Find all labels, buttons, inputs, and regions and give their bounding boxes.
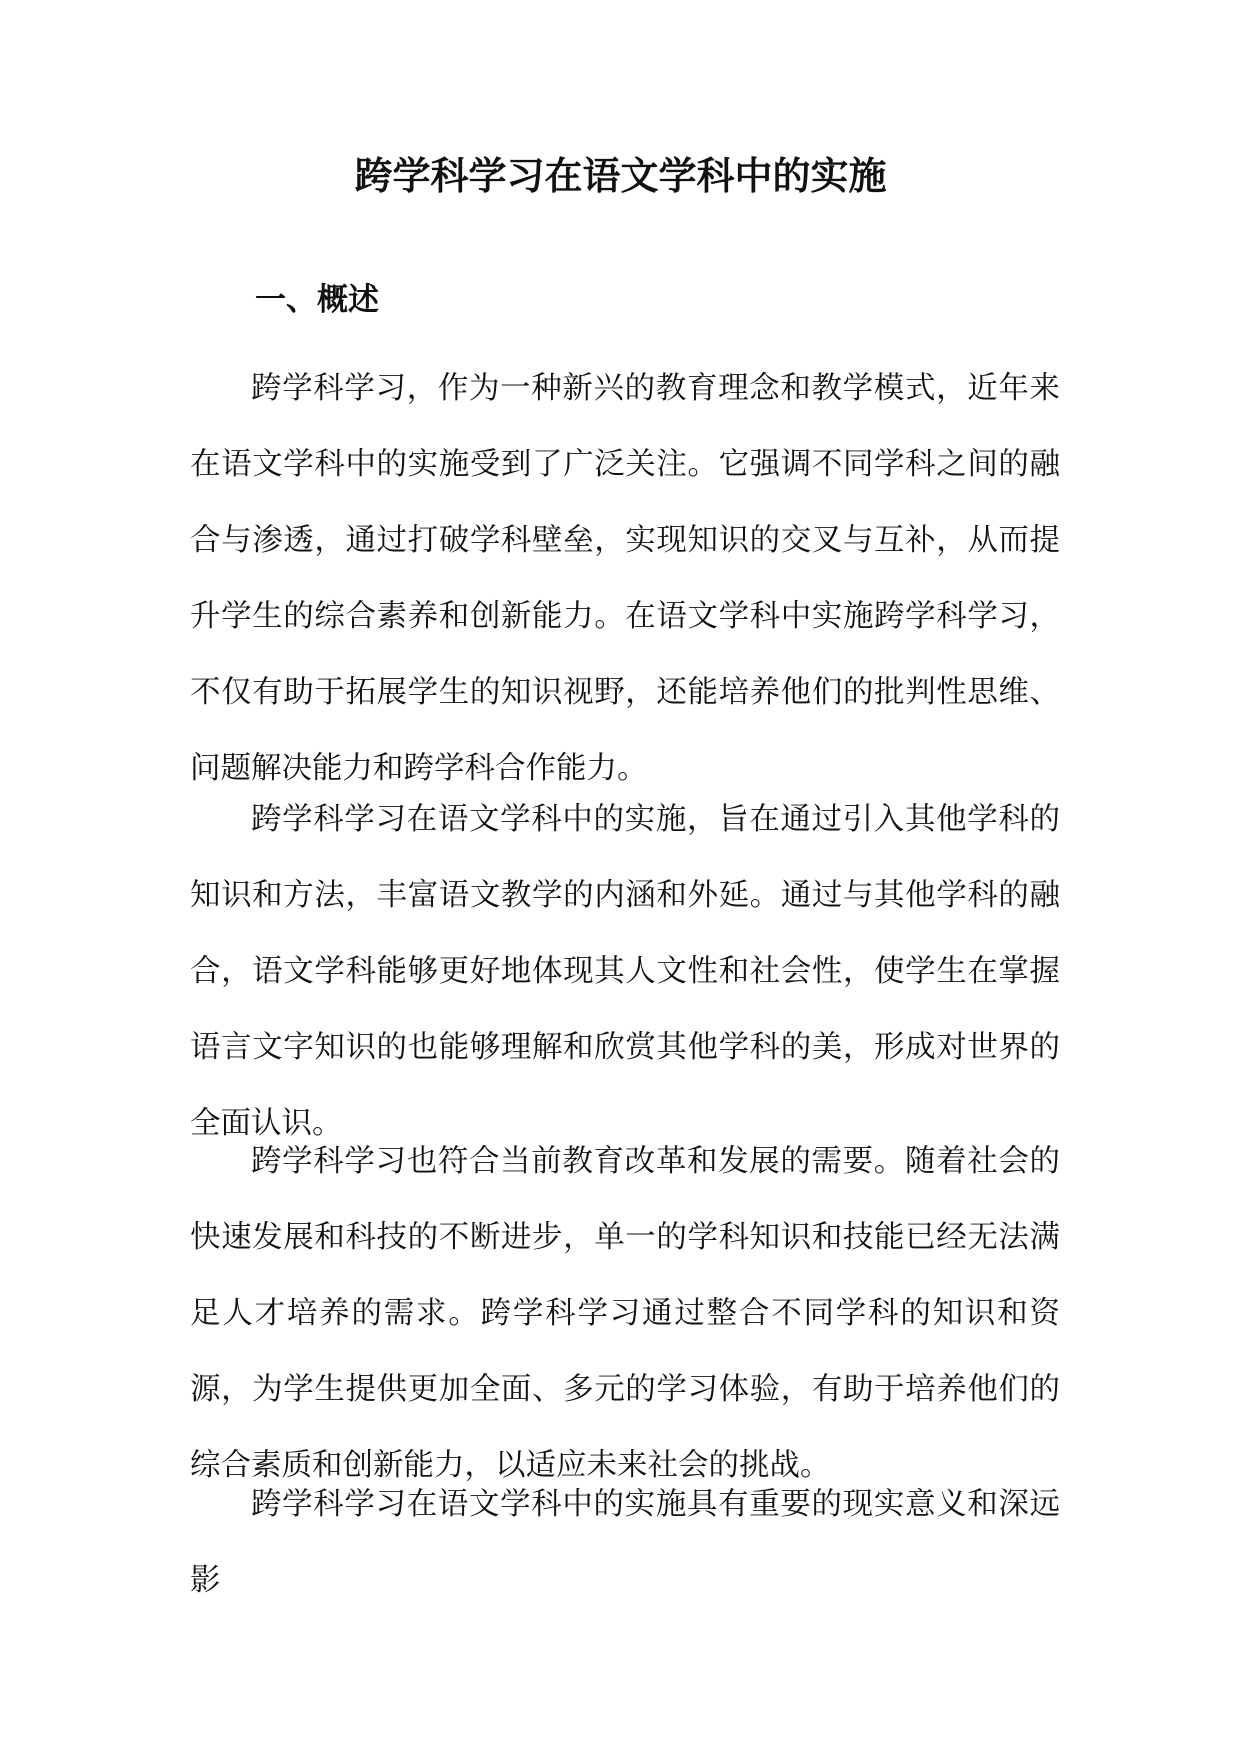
- section-heading: 一、概述: [255, 282, 379, 318]
- paragraph: 跨学科学习在语文学科中的实施，旨在通过引入其他学科的知识和方法，丰富语文教学的内涵和外延。通过与其他学科的融合，语文学科能够更好地体现其人文性和社会性，使学生在掌握语言文字知识的也能够理解和欣赏其他学科的美，形成对世界的全面认识。: [190, 802, 1060, 1141]
- document-title: 跨学科学习在语文学科中的实施: [354, 154, 887, 198]
- paragraph: 跨学科学习，作为一种新兴的教育理念和教学模式，近年来在语文学科中的实施受到了广泛关注。它强调不同学科之间的融合与渗透，通过打破学科壁垒，实现知识的交叉与互补，从而提升学生的综合素养和创新能力。在语文学科中实施跨学科学习，不仅有助于拓展学生的知识视野，还能培养他们的批判性思维、问题解决能力和跨学科合作能力。: [190, 371, 1060, 786]
- paragraph: 跨学科学习在语文学科中的实施具有重要的现实意义和深远影: [190, 1487, 1060, 1598]
- paragraph: 跨学科学习也符合当前教育改革和发展的需要。随着社会的快速发展和科技的不断进步，单一的学科知识和技能已经无法满足人才培养的需求。跨学科学习通过整合不同学科的知识和资源，为学生提供更加全面、多元的学习体验，有助于培养他们的综合素质和创新能力，以适应未来社会的挑战。: [190, 1144, 1060, 1483]
